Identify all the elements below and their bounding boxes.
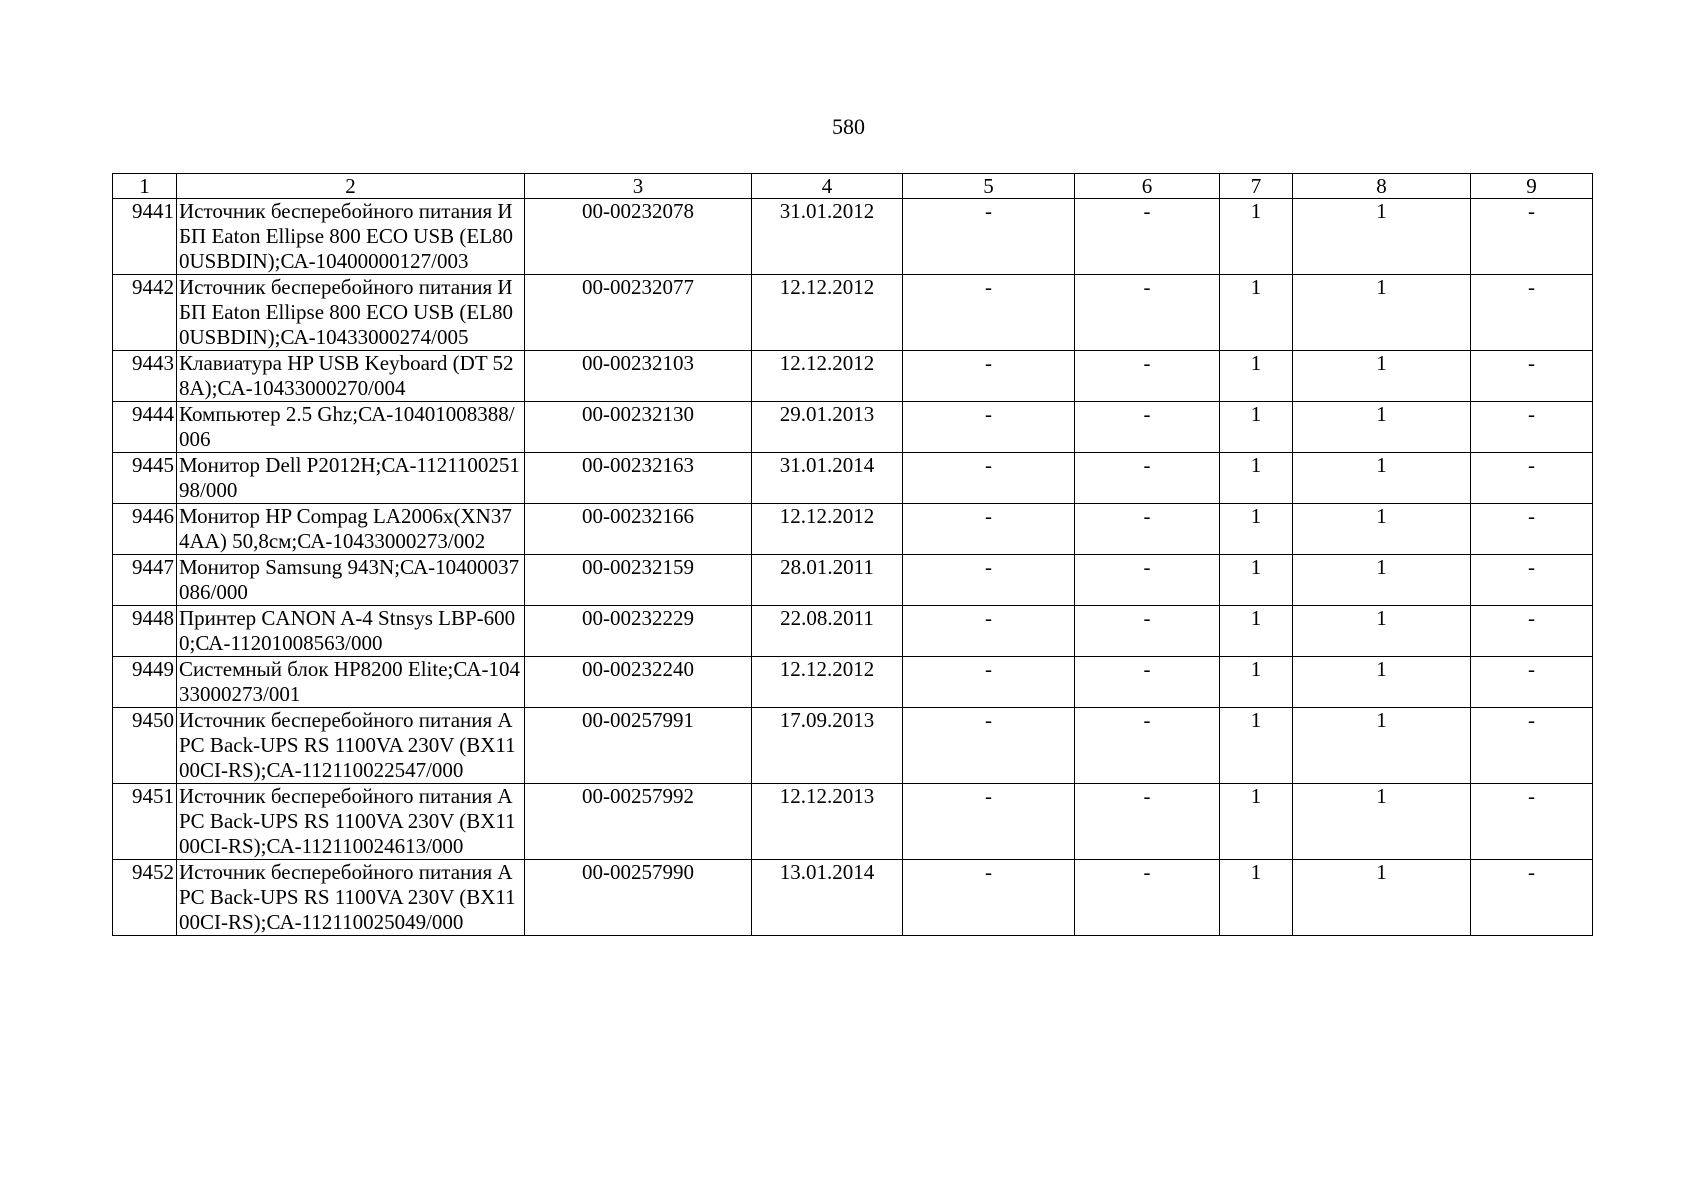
column-6-cell: - [1075, 351, 1220, 402]
row-number-cell: 9451 [113, 784, 177, 860]
date-cell: 12.12.2012 [752, 657, 903, 708]
table-row [113, 402, 1593, 453]
column-5-cell: - [903, 555, 1075, 606]
row-number-cell: 9442 [113, 275, 177, 351]
row-number-cell: 9446 [113, 504, 177, 555]
row-number-cell: 9452 [113, 860, 177, 936]
item-name-cell: Источник бесперебойного питания APC Back-UPS RS 1100VA 230V (BX1100CI-RS);СА-112110025049/000 [177, 860, 525, 936]
column-5-cell: - [903, 860, 1075, 936]
date-cell: 12.12.2012 [752, 275, 903, 351]
table-row [113, 555, 1593, 606]
table-row [113, 708, 1593, 784]
column-9-cell: - [1471, 275, 1593, 351]
quantity-cell: 1 [1220, 708, 1293, 784]
column-5-cell: - [903, 784, 1075, 860]
quantity-cell: 1 [1220, 784, 1293, 860]
quantity-cell: 1 [1220, 275, 1293, 351]
row-number-cell: 9447 [113, 555, 177, 606]
quantity-cell: 1 [1220, 606, 1293, 657]
page-number: 580 [832, 114, 865, 139]
inventory-number-cell: 00-00232077 [525, 275, 752, 351]
column-header: 1 [113, 174, 177, 199]
date-cell: 31.01.2012 [752, 199, 903, 275]
column-header: 4 [752, 174, 903, 199]
table-row [113, 784, 1593, 860]
column-9-cell: - [1471, 784, 1593, 860]
table-row [113, 453, 1593, 504]
date-cell: 12.12.2012 [752, 504, 903, 555]
column-header: 6 [1075, 174, 1220, 199]
column-5-cell: - [903, 351, 1075, 402]
column-header: 2 [177, 174, 525, 199]
column-6-cell: - [1075, 860, 1220, 936]
table-row [113, 275, 1593, 351]
column-5-cell: - [903, 708, 1075, 784]
inventory-number-cell: 00-00232229 [525, 606, 752, 657]
column-9-cell: - [1471, 351, 1593, 402]
column-9-cell: - [1471, 708, 1593, 784]
inventory-number-cell: 00-00257991 [525, 708, 752, 784]
column-9-cell: - [1471, 199, 1593, 275]
inventory-number-cell: 00-00232078 [525, 199, 752, 275]
item-name-cell: Клавиатура HP USB Keyboard (DT 528A);СА-10433000270/004 [177, 351, 525, 402]
date-cell: 28.01.2011 [752, 555, 903, 606]
item-name-cell: Источник бесперебойного питания APC Back-UPS RS 1100VA 230V (BX1100CI-RS);СА-112110024613/000 [177, 784, 525, 860]
inventory-number-cell: 00-00232163 [525, 453, 752, 504]
inventory-number-cell: 00-00257990 [525, 860, 752, 936]
quantity-cell: 1 [1220, 504, 1293, 555]
row-number-cell: 9444 [113, 402, 177, 453]
date-cell: 12.12.2012 [752, 351, 903, 402]
table-row [113, 657, 1593, 708]
column-6-cell: - [1075, 453, 1220, 504]
column-6-cell: - [1075, 199, 1220, 275]
column-9-cell: - [1471, 860, 1593, 936]
row-number-cell: 9449 [113, 657, 177, 708]
column-header: 7 [1220, 174, 1293, 199]
column-6-cell: - [1075, 784, 1220, 860]
column-9-cell: - [1471, 606, 1593, 657]
column-9-cell: - [1471, 504, 1593, 555]
column-5-cell: - [903, 453, 1075, 504]
column-8-cell: 1 [1293, 555, 1471, 606]
item-name-cell: Источник бесперебойного питания ИБП Eaton Ellipse 800 ECO USB (EL800USBDIN);СА-10400000127/003 [177, 199, 525, 275]
inventory-number-cell: 00-00232166 [525, 504, 752, 555]
column-5-cell: - [903, 275, 1075, 351]
quantity-cell: 1 [1220, 351, 1293, 402]
column-9-cell: - [1471, 453, 1593, 504]
table-body [113, 199, 1593, 936]
inventory-number-cell: 00-00232103 [525, 351, 752, 402]
item-name-cell: Монитор Dell P2012H;СА-112110025198/000 [177, 453, 525, 504]
item-name-cell: Источник бесперебойного питания APC Back-UPS RS 1100VA 230V (BX1100CI-RS);СА-112110022547/000 [177, 708, 525, 784]
quantity-cell: 1 [1220, 860, 1293, 936]
column-5-cell: - [903, 504, 1075, 555]
row-number-cell: 9450 [113, 708, 177, 784]
table-row [113, 504, 1593, 555]
table-row [113, 860, 1593, 936]
item-name-cell: Монитор Samsung 943N;СА-10400037086/000 [177, 555, 525, 606]
column-8-cell: 1 [1293, 351, 1471, 402]
date-cell: 17.09.2013 [752, 708, 903, 784]
column-8-cell: 1 [1293, 453, 1471, 504]
column-header: 3 [525, 174, 752, 199]
table-row [113, 606, 1593, 657]
column-6-cell: - [1075, 275, 1220, 351]
row-number-cell: 9443 [113, 351, 177, 402]
column-8-cell: 1 [1293, 784, 1471, 860]
column-6-cell: - [1075, 555, 1220, 606]
column-9-cell: - [1471, 555, 1593, 606]
date-cell: 12.12.2013 [752, 784, 903, 860]
row-number-cell: 9445 [113, 453, 177, 504]
column-8-cell: 1 [1293, 504, 1471, 555]
inventory-number-cell: 00-00232240 [525, 657, 752, 708]
column-5-cell: - [903, 199, 1075, 275]
date-cell: 29.01.2013 [752, 402, 903, 453]
column-8-cell: 1 [1293, 708, 1471, 784]
item-name-cell: Источник бесперебойного питания ИБП Eaton Ellipse 800 ECO USB (EL800USBDIN);СА-10433000274/005 [177, 275, 525, 351]
column-6-cell: - [1075, 402, 1220, 453]
column-header: 5 [903, 174, 1075, 199]
inventory-number-cell: 00-00232130 [525, 402, 752, 453]
column-5-cell: - [903, 606, 1075, 657]
quantity-cell: 1 [1220, 199, 1293, 275]
table-row [113, 351, 1593, 402]
column-6-cell: - [1075, 606, 1220, 657]
inventory-table [112, 173, 1593, 936]
column-6-cell: - [1075, 708, 1220, 784]
date-cell: 13.01.2014 [752, 860, 903, 936]
column-6-cell: - [1075, 657, 1220, 708]
column-9-cell: - [1471, 657, 1593, 708]
row-number-cell: 9441 [113, 199, 177, 275]
quantity-cell: 1 [1220, 453, 1293, 504]
quantity-cell: 1 [1220, 555, 1293, 606]
column-5-cell: - [903, 657, 1075, 708]
column-8-cell: 1 [1293, 199, 1471, 275]
column-6-cell: - [1075, 504, 1220, 555]
column-9-cell: - [1471, 402, 1593, 453]
quantity-cell: 1 [1220, 402, 1293, 453]
date-cell: 31.01.2014 [752, 453, 903, 504]
item-name-cell: Принтер CANON A-4 Stnsys LBP-6000;СА-11201008563/000 [177, 606, 525, 657]
quantity-cell: 1 [1220, 657, 1293, 708]
table-row [113, 199, 1593, 275]
inventory-number-cell: 00-00257992 [525, 784, 752, 860]
inventory-number-cell: 00-00232159 [525, 555, 752, 606]
date-cell: 22.08.2011 [752, 606, 903, 657]
column-8-cell: 1 [1293, 275, 1471, 351]
item-name-cell: Системный блок HP8200 Elite;СА-10433000273/001 [177, 657, 525, 708]
header-row [113, 174, 1593, 199]
column-8-cell: 1 [1293, 402, 1471, 453]
item-name-cell: Компьютер 2.5 Ghz;СА-10401008388/006 [177, 402, 525, 453]
item-name-cell: Монитор HP Compag LA2006x(XN374AA) 50,8см;СА-10433000273/002 [177, 504, 525, 555]
column-8-cell: 1 [1293, 657, 1471, 708]
column-8-cell: 1 [1293, 606, 1471, 657]
column-header: 9 [1471, 174, 1593, 199]
column-header: 8 [1293, 174, 1471, 199]
column-5-cell: - [903, 402, 1075, 453]
row-number-cell: 9448 [113, 606, 177, 657]
column-8-cell: 1 [1293, 860, 1471, 936]
